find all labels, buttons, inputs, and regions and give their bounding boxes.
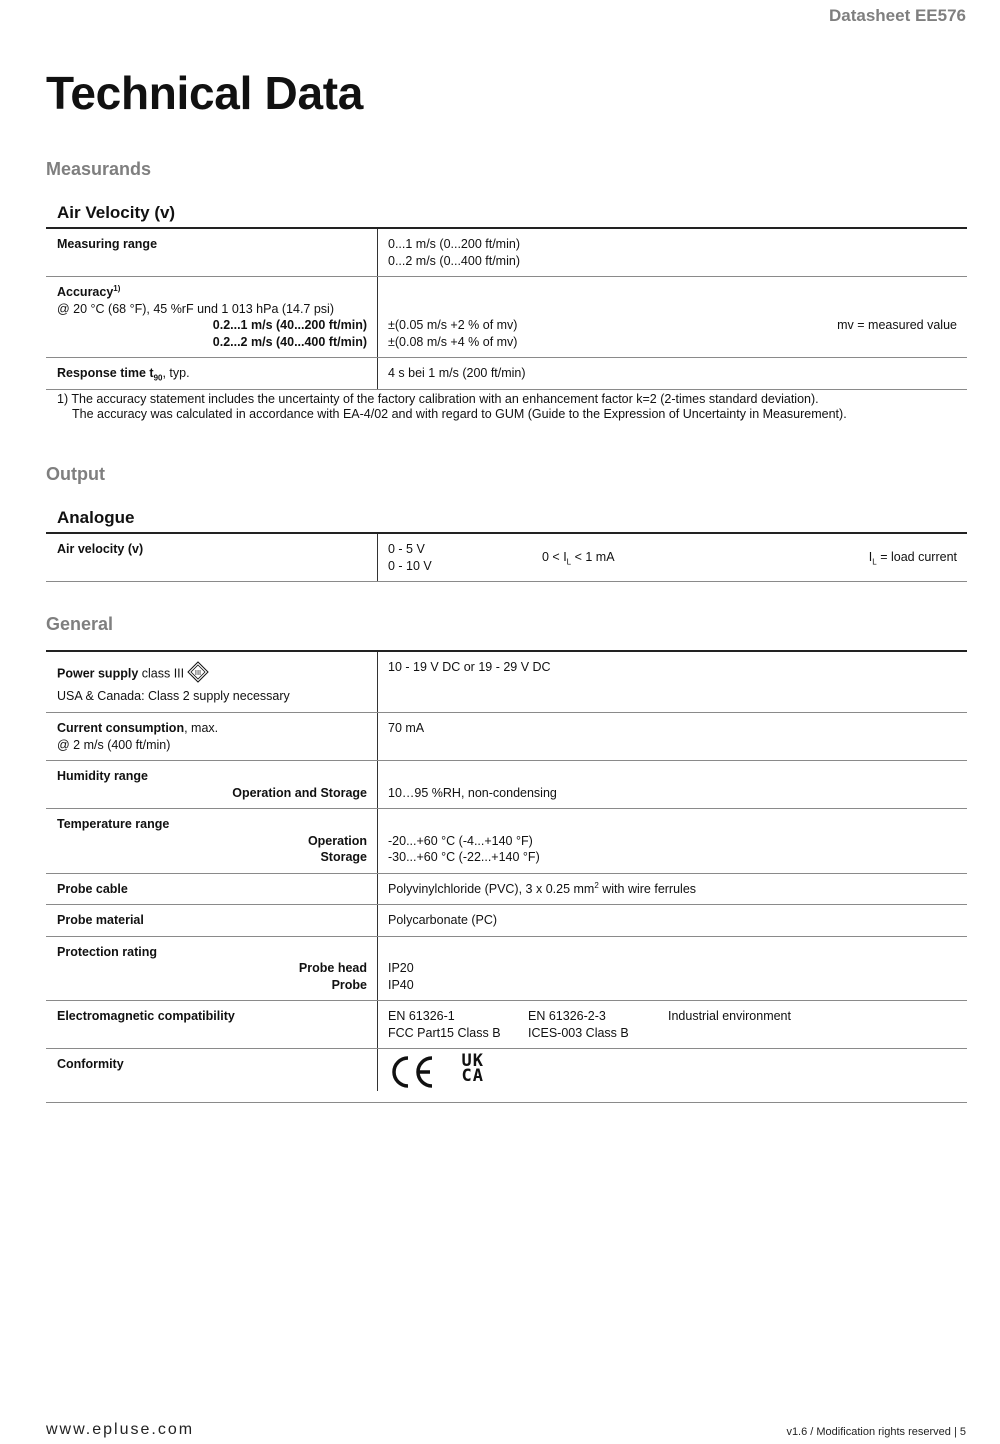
response-time-value: 4 s bei 1 m/s (200 ft/min) (388, 366, 526, 380)
footer-website[interactable]: www.epluse.com (46, 1421, 195, 1438)
measuring-range-label: Measuring range (46, 229, 378, 276)
section-heading-output: Output (46, 464, 105, 484)
accuracy-values (378, 277, 967, 357)
current-consumption-extra: , max. (184, 721, 219, 735)
probe-cable-label: Probe cable (46, 874, 378, 905)
measuring-range-value: 0...2 m/s (0...400 ft/min) (388, 253, 520, 268)
emc-environment: Industrial environment (668, 1009, 791, 1023)
power-supply-label: Power supply (57, 666, 139, 681)
protection-rating-values (378, 937, 967, 1001)
table-row (46, 713, 967, 761)
humidity-range-values (378, 761, 967, 808)
temperature-range-values (378, 809, 967, 873)
humidity-range-label: Humidity range (57, 769, 148, 783)
protection-value: IP20 (388, 961, 414, 975)
section-heading-general: General (46, 614, 114, 634)
table-row (46, 277, 967, 358)
accuracy-label-cell (46, 277, 378, 357)
accuracy-sub-label: 0.2...1 m/s (40...200 ft/min) (212, 318, 367, 332)
class-iii-symbol-text: III (194, 668, 202, 677)
output-range-value: 0 - 5 V (388, 542, 425, 556)
output-table (46, 532, 967, 582)
response-time-subscript: 90 (153, 373, 163, 383)
temperature-range-label-cell (46, 809, 378, 873)
table-row (46, 905, 967, 937)
conformity-marks (378, 1049, 967, 1102)
humidity-range-value: 10…95 %RH, non-condensing (388, 785, 557, 800)
ukca-mark-icon (461, 1051, 484, 1086)
humidity-range-label-cell (46, 761, 378, 808)
load-condition-text: 0 < I (542, 550, 567, 564)
conformity-label: Conformity (46, 1049, 378, 1091)
current-consumption-value: 70 mA (388, 721, 425, 735)
air-velocity-values (378, 534, 967, 581)
table-row (46, 229, 967, 277)
accuracy-note: mv = measured value (837, 318, 957, 332)
ce-mark-icon (388, 1054, 436, 1095)
emc-label: Electromagnetic compatibility (46, 1001, 378, 1048)
accuracy-label: Accuracy (57, 285, 114, 299)
measuring-range-values (378, 229, 967, 276)
footnote-marker: 1) (113, 283, 121, 293)
current-consumption-condition: @ 2 m/s (400 ft/min) (57, 737, 171, 752)
power-supply-value: 10 - 19 V DC or 19 - 29 V DC (388, 660, 551, 674)
current-consumption-label-cell (46, 713, 378, 760)
current-consumption-label: Current consumption (57, 721, 185, 735)
emc-standard: EN 61326-2-3 (528, 1009, 606, 1023)
probe-material-value: Polycarbonate (PC) (388, 913, 498, 927)
footnote (57, 392, 847, 422)
emc-standard: FCC Part15 Class B (388, 1025, 501, 1040)
protection-value: IP40 (388, 977, 414, 992)
power-supply-note: USA & Canada: Class 2 supply necessary (57, 688, 290, 703)
probe-cable-superscript: 2 (594, 880, 599, 890)
protection-rating-label: Protection rating (57, 944, 158, 959)
accuracy-value: ±(0.08 m/s +4 % of mv) (388, 334, 518, 349)
footnote-line: 1) The accuracy statement includes the uncertainty of the factory calibration with an enhancement factor k=2 (2-times standard deviation). (57, 392, 819, 406)
doc-title: Datasheet EE576 (828, 6, 966, 25)
table-row (46, 1001, 967, 1049)
response-time-label-suffix: , typ. (162, 366, 190, 380)
load-condition-suffix: < 1 mA (571, 550, 615, 564)
emc-values (378, 1001, 967, 1048)
probe-cable-value (378, 874, 967, 905)
table-row (46, 809, 967, 874)
temperature-value: -30...+60 °C (-22...+140 °F) (388, 850, 540, 864)
response-time-label (46, 358, 378, 389)
table-row (46, 358, 967, 390)
load-condition-subscript: L (566, 557, 572, 567)
probe-cable-value-suffix: with wire ferrules (598, 881, 697, 896)
load-note-subscript: L (872, 557, 877, 567)
probe-cable-value-text: Polyvinylchloride (PVC), 3 x 0.25 mm (388, 881, 595, 896)
power-supply-class: class III (138, 666, 185, 681)
footnote-line: The accuracy was calculated in accordance with EA-4/02 and with regard to GUM (Guide to the Expression of Uncertainty in Measurement). (72, 407, 847, 421)
measuring-range-value: 0...1 m/s (0...200 ft/min) (388, 237, 520, 251)
protection-sub-label: Probe head (298, 961, 367, 975)
ukca-mark-top: UK (461, 1051, 484, 1071)
load-current-note (869, 549, 957, 566)
ukca-mark-bottom: CA (461, 1066, 484, 1086)
temperature-value: -20...+60 °C (-4...+140 °F) (388, 833, 533, 848)
class-iii-symbol-icon (187, 661, 209, 688)
temperature-range-label: Temperature range (57, 817, 170, 831)
subheading-analogue: Analogue (57, 508, 135, 527)
table-row (46, 761, 967, 809)
section-heading-measurands: Measurands (46, 159, 152, 179)
temperature-sub-label: Operation (307, 833, 367, 848)
measurands-table (46, 227, 967, 390)
table-row (46, 534, 967, 582)
response-time-label-text: Response time t (57, 366, 154, 380)
air-velocity-label: Air velocity (v) (46, 534, 378, 581)
emc-standard: ICES-003 Class B (528, 1025, 629, 1040)
accuracy-value: ±(0.05 m/s +2 % of mv) (388, 318, 518, 332)
probe-material-label: Probe material (46, 905, 378, 936)
protection-rating-label-cell (46, 937, 378, 1001)
footer-version: v1.6 / Modification rights reserved | 5 (786, 1426, 966, 1438)
temperature-sub-label: Storage (320, 850, 367, 864)
table-row (46, 874, 967, 906)
emc-standard: EN 61326-1 (388, 1009, 455, 1023)
table-row (46, 652, 967, 713)
load-condition (542, 549, 615, 566)
general-table (46, 650, 967, 1103)
accuracy-sub-label: 0.2...2 m/s (40...400 ft/min) (212, 334, 367, 349)
load-note-suffix: = load current (876, 550, 957, 564)
subheading-air-velocity: Air Velocity (v) (57, 203, 176, 222)
page-title: Technical Data (46, 67, 364, 119)
table-row (46, 1049, 967, 1103)
power-supply-label-cell (46, 652, 378, 712)
protection-sub-label: Probe (331, 977, 367, 992)
load-note-text: I (868, 550, 873, 564)
table-row (46, 937, 967, 1002)
humidity-range-sub-label: Operation and Storage (232, 785, 367, 800)
accuracy-condition: @ 20 °C (68 °F), 45 %rF und 1 013 hPa (14.7 psi) (57, 301, 334, 316)
output-range-value: 0 - 10 V (388, 558, 432, 573)
